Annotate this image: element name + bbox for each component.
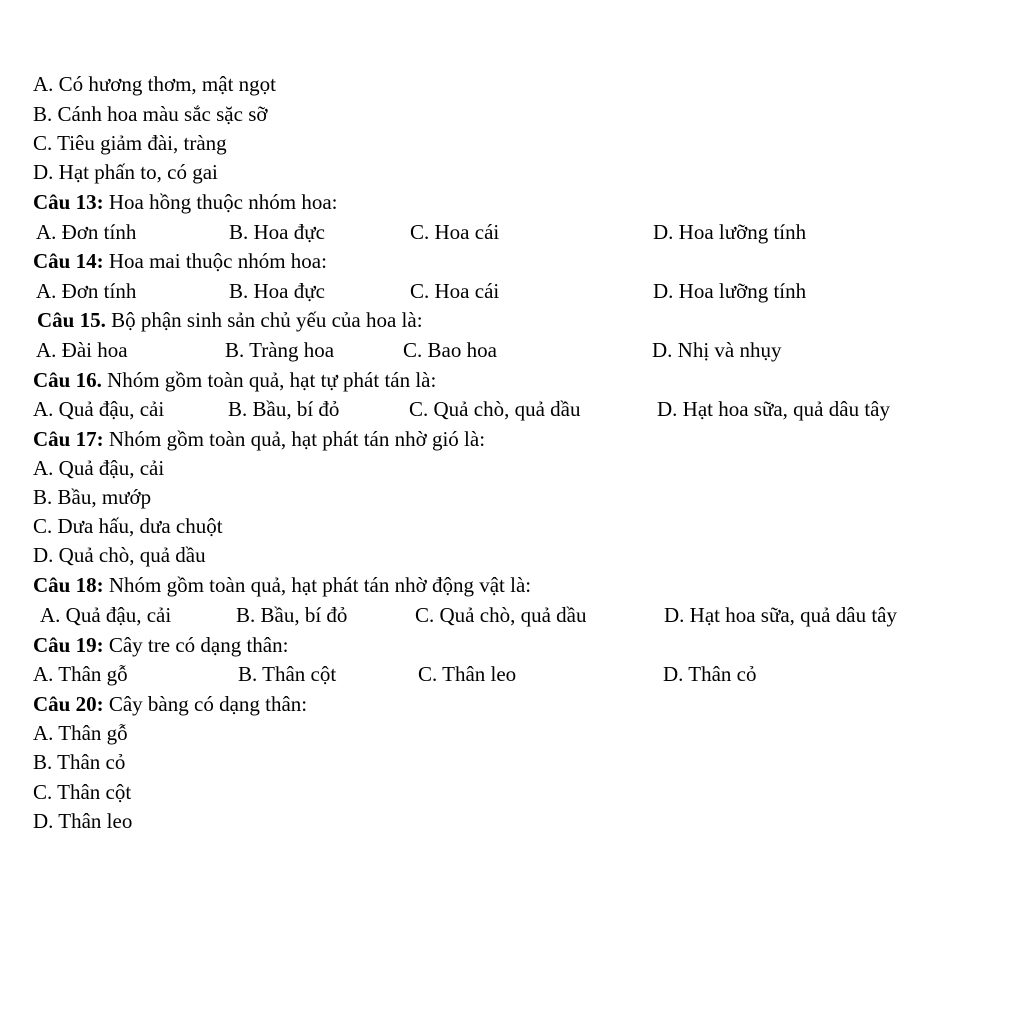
q16-option-a: A. Quả đậu, cải xyxy=(33,397,165,421)
q12-option-b: B. Cánh hoa màu sắc sặc sỡ xyxy=(33,102,268,126)
q17-option-b: B. Bầu, mướp xyxy=(33,485,152,509)
q19-option-d: D. Thân cỏ xyxy=(663,662,757,686)
q15-option-d: D. Nhị và nhụy xyxy=(652,338,782,362)
q16-number: Câu 16. xyxy=(33,368,102,392)
q13-option-a: A. Đơn tính xyxy=(36,220,137,244)
q19-number: Câu 19: xyxy=(33,633,104,657)
q19-question xyxy=(33,631,288,660)
q16-question xyxy=(33,366,436,395)
q15-option-b: B. Tràng hoa xyxy=(225,338,335,362)
q18-option-a: A. Quả đậu, cải xyxy=(40,603,172,627)
q15-text: Bộ phận sinh sản chủ yếu của hoa là: xyxy=(105,308,423,332)
q20-option-d: D. Thân leo xyxy=(33,809,133,833)
q13-option-b: B. Hoa đực xyxy=(229,220,325,244)
q15-question xyxy=(37,306,423,335)
q16-option-d: D. Hạt hoa sữa, quả dâu tây xyxy=(657,397,890,421)
q14-option-b: B. Hoa đực xyxy=(229,279,325,303)
q15-number: Câu 15. xyxy=(37,308,106,332)
q18-text: Nhóm gồm toàn quả, hạt phát tán nhờ động vật là: xyxy=(103,573,532,597)
q14-text: Hoa mai thuộc nhóm hoa: xyxy=(103,249,327,273)
q18-number: Câu 18: xyxy=(33,573,104,597)
q17-question xyxy=(33,425,485,454)
q20-number: Câu 20: xyxy=(33,692,104,716)
q20-option-c: C. Thân cột xyxy=(33,780,132,804)
q13-number: Câu 13: xyxy=(33,190,104,214)
q20-question xyxy=(33,690,307,719)
q16-option-c: C. Quả chò, quả dầu xyxy=(409,397,581,421)
q18-option-d: D. Hạt hoa sữa, quả dâu tây xyxy=(664,603,897,627)
q17-option-c: C. Dưa hấu, dưa chuột xyxy=(33,514,223,538)
q18-question xyxy=(33,571,531,600)
q20-text: Cây bàng có dạng thân: xyxy=(103,692,308,716)
q16-option-b: B. Bầu, bí đỏ xyxy=(228,397,340,421)
q20-option-b: B. Thân cỏ xyxy=(33,750,126,774)
q19-option-c: C. Thân leo xyxy=(418,662,517,686)
q14-question xyxy=(33,247,327,276)
q12-option-c: C. Tiêu giảm đài, tràng xyxy=(33,131,227,155)
q14-number: Câu 14: xyxy=(33,249,104,273)
q17-option-d: D. Quả chò, quả dầu xyxy=(33,543,206,567)
q15-option-a: A. Đài hoa xyxy=(36,338,128,362)
q14-option-c: C. Hoa cái xyxy=(410,279,500,303)
q18-option-b: B. Bầu, bí đỏ xyxy=(236,603,348,627)
q15-option-c: C. Bao hoa xyxy=(403,338,497,362)
q17-number: Câu 17: xyxy=(33,427,104,451)
q14-option-d: D. Hoa lưỡng tính xyxy=(653,279,807,303)
q13-text: Hoa hồng thuộc nhóm hoa: xyxy=(103,190,338,214)
q13-option-d: D. Hoa lưỡng tính xyxy=(653,220,807,244)
q18-option-c: C. Quả chò, quả dầu xyxy=(415,603,587,627)
q12-option-d: D. Hạt phấn to, có gai xyxy=(33,160,218,184)
q16-text: Nhóm gồm toàn quả, hạt tự phát tán là: xyxy=(101,368,437,392)
q19-option-b: B. Thân cột xyxy=(238,662,337,686)
q19-option-a: A. Thân gỗ xyxy=(33,662,128,686)
q14-option-a: A. Đơn tính xyxy=(36,279,137,303)
q13-option-c: C. Hoa cái xyxy=(410,220,500,244)
q17-text: Nhóm gồm toàn quả, hạt phát tán nhờ gió là: xyxy=(103,427,486,451)
q13-question xyxy=(33,188,337,217)
q12-option-a: A. Có hương thơm, mật ngọt xyxy=(33,72,277,96)
q19-text: Cây tre có dạng thân: xyxy=(103,633,289,657)
q17-option-a: A. Quả đậu, cải xyxy=(33,456,165,480)
q20-option-a: A. Thân gỗ xyxy=(33,721,128,745)
